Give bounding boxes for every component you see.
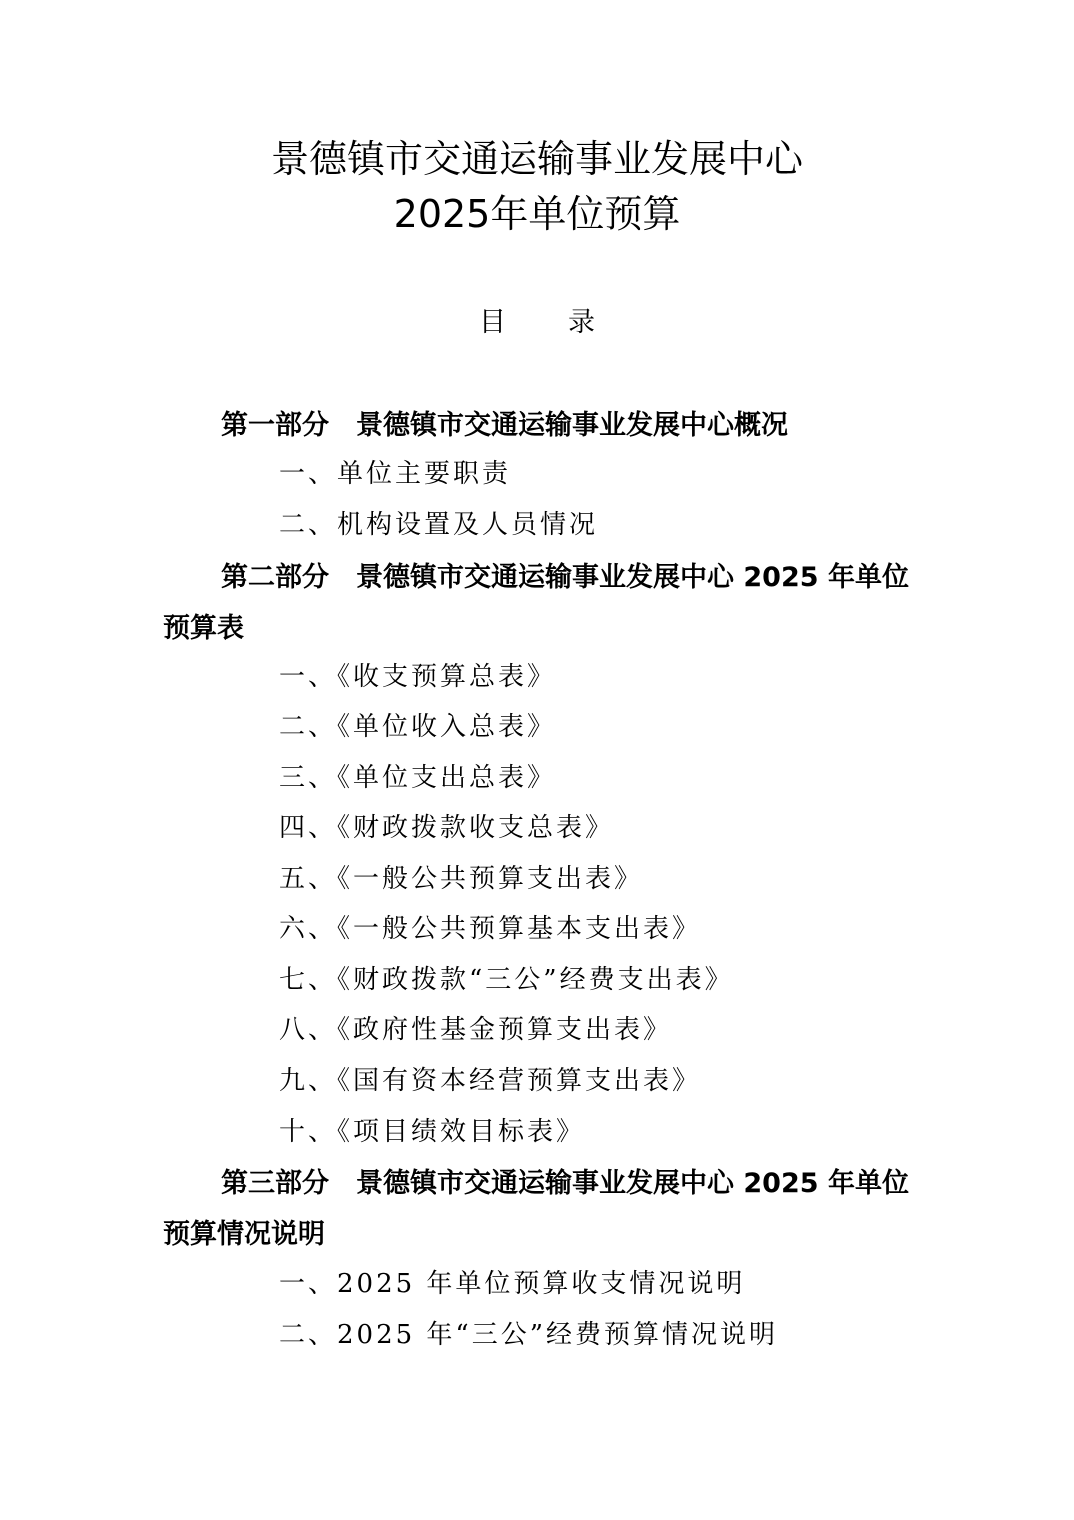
part-two-item-3: 三、《单位支出总表》 [279, 763, 557, 793]
part-two-item-6: 六、《一般公共预算基本支出表》 [279, 914, 702, 944]
document-title-org: 景德镇市交通运输事业发展中心 [270, 137, 803, 181]
part-two-item-5: 五、《一般公共预算支出表》 [279, 864, 644, 894]
part-two-item-9: 九、《国有资本经营预算支出表》 [279, 1066, 702, 1096]
part-two-item-8: 八、《政府性基金预算支出表》 [279, 1015, 673, 1045]
part-two-item-10: 十、《项目绩效目标表》 [279, 1117, 586, 1147]
part-two-item-1: 一、《收支预算总表》 [279, 662, 557, 692]
part-three-item-1: 一、2025 年单位预算收支情况说明 [279, 1269, 746, 1299]
part-one-item-duties: 一、单位主要职责 [279, 459, 512, 489]
toc-heading: 目录 [479, 307, 657, 338]
part-three-heading: 第三部分 景德镇市交通运输事业发展中心 2025 年单位预算情况说明 [163, 1168, 909, 1250]
part-two-item-2: 二、《单位收入总表》 [279, 712, 557, 742]
part-one-heading: 第一部分 景德镇市交通运输事业发展中心概况 [221, 410, 788, 441]
part-two-item-4: 四、《财政拨款收支总表》 [279, 813, 615, 843]
document-title-year: 2025年单位预算 [393, 192, 681, 236]
part-one-item-organization: 二、机构设置及人员情况 [279, 510, 599, 540]
part-two-heading: 第二部分 景德镇市交通运输事业发展中心 2025 年单位预算表 [163, 562, 909, 644]
part-two-item-7: 七、《财政拨款“三公”经费支出表》 [279, 965, 734, 995]
part-three-item-2: 二、2025 年“三公”经费预算情况说明 [279, 1320, 779, 1350]
